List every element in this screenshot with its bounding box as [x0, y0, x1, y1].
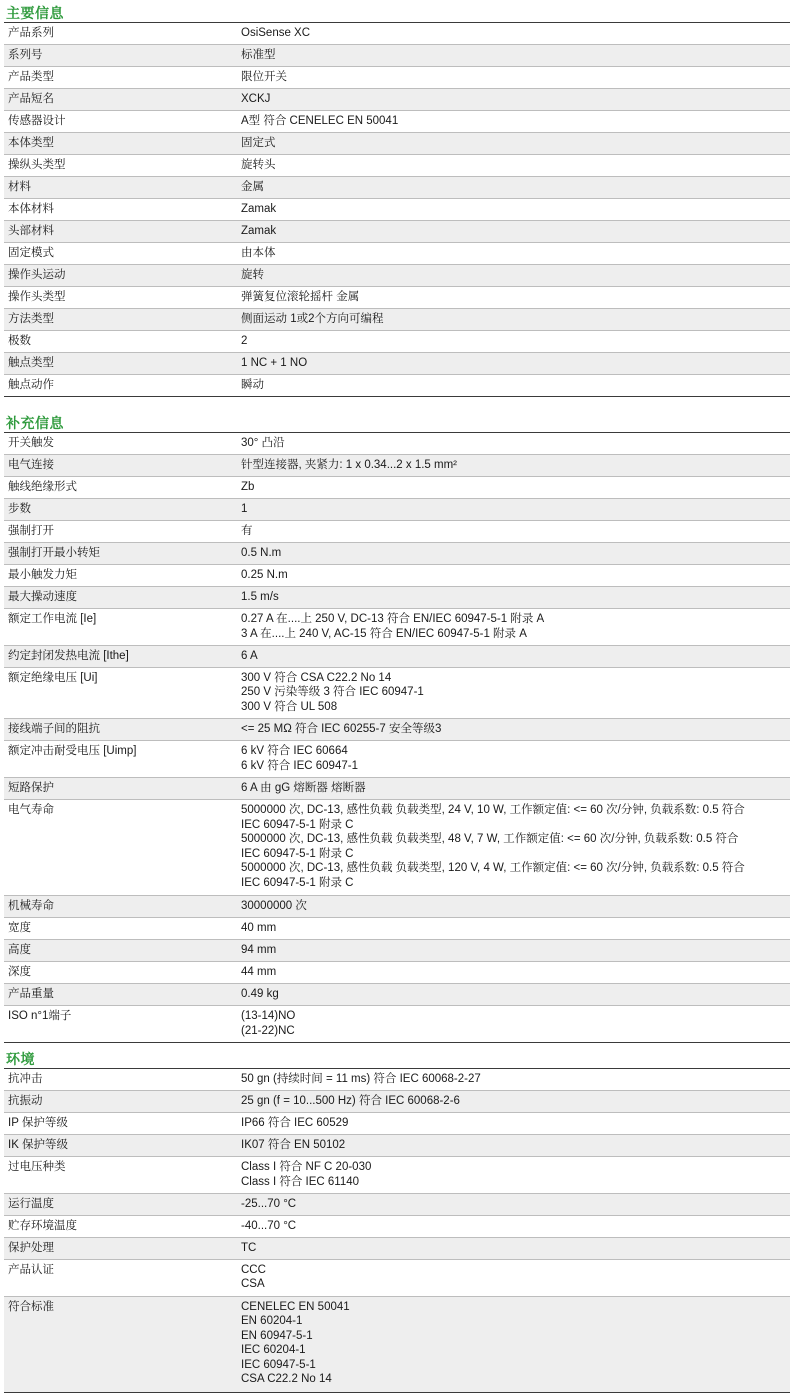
spec-section	[0, 1048, 799, 1393]
table-row	[4, 778, 790, 800]
spec-value-line: (21-22)NC	[241, 1024, 295, 1037]
spec-label: 方法类型	[8, 313, 54, 325]
spec-value-line: (13-14)NO	[241, 1010, 296, 1023]
spec-value-line: 30000000 次	[241, 900, 307, 913]
table-row	[4, 45, 790, 67]
spec-value-line: A型 符合 CENELEC EN 50041	[241, 115, 399, 127]
spec-value-line: 3 A 在....上 240 V, AC-15 符合 EN/IEC 60947-5-1 附录 A	[241, 627, 527, 640]
table-row	[4, 668, 790, 720]
spec-value	[236, 1135, 790, 1156]
spec-value-line: 金属	[241, 181, 264, 193]
table-row	[4, 646, 790, 668]
table-row	[4, 741, 790, 778]
spec-value	[236, 499, 790, 520]
table-row	[4, 587, 790, 609]
table-row	[4, 609, 790, 646]
spec-value-line: 6 kV 符合 IEC 60664	[241, 745, 348, 758]
spec-value-line: OsiSense XC	[241, 27, 311, 39]
spec-label: 高度	[8, 944, 31, 957]
spec-value-line: 5000000 次, DC-13, 感性负载 负载类型, 120 V, 4 W, 工作额定值: <= 60 次/分钟, 负载系数: 0.5 符合	[241, 862, 745, 875]
spec-value-line: IK07 符合 EN 50102	[241, 1139, 346, 1151]
spec-value	[236, 331, 790, 352]
spec-label: 材料	[8, 181, 31, 193]
table-row	[4, 1260, 790, 1297]
spec-section	[0, 412, 799, 1043]
spec-value-line: IEC 60947-5-1 附录 C	[241, 876, 354, 889]
spec-value-line: 瞬动	[241, 379, 264, 391]
table-row	[4, 221, 790, 243]
spec-value-line: EN 60947-5-1	[241, 1329, 313, 1342]
spec-value	[236, 719, 790, 740]
spec-value	[236, 265, 790, 286]
spec-label: 强制打开	[8, 525, 54, 537]
spec-value-line: 300 V 符合 CSA C22.2 No 14	[241, 671, 392, 684]
spec-value	[236, 353, 790, 374]
spec-label: 最小触发力矩	[8, 569, 77, 581]
spec-value-line: IEC 60204-1	[241, 1344, 306, 1357]
table-row	[4, 111, 790, 133]
table-row	[4, 918, 790, 940]
spec-value-line: Zamak	[241, 225, 277, 237]
spec-section	[0, 2, 799, 397]
spec-value	[236, 800, 790, 895]
spec-value-line: IEC 60947-5-1	[241, 1358, 316, 1371]
spec-value-line: 针型连接器, 夹紧力: 1 x 0.34...2 x 1.5 mm²	[241, 459, 457, 471]
spec-label: 强制打开最小转矩	[8, 547, 100, 559]
spec-label: 运行温度	[8, 1197, 54, 1210]
table-row	[4, 940, 790, 962]
table-row	[4, 800, 790, 896]
table-row	[4, 521, 790, 543]
spec-label: IK 保护等级	[8, 1139, 69, 1151]
spec-value	[236, 1260, 790, 1296]
spec-value-line: CCC	[241, 1263, 266, 1276]
spec-value-line: 40 mm	[241, 922, 277, 935]
spec-value	[236, 1069, 790, 1090]
spec-value	[236, 962, 790, 983]
spec-label: 电气连接	[8, 459, 54, 471]
spec-label: 最大操动速度	[8, 591, 77, 603]
table-row	[4, 1135, 790, 1157]
spec-value-line: 25 gn (f = 10...500 Hz) 符合 IEC 60068-2-6	[241, 1095, 460, 1107]
spec-value-line: 固定式	[241, 137, 276, 149]
section-title: 主要信息	[6, 5, 64, 21]
spec-table	[4, 1068, 790, 1393]
spec-label: 步数	[8, 503, 31, 515]
spec-value-line: Zamak	[241, 203, 277, 215]
spec-value	[236, 918, 790, 939]
spec-label: 抗冲击	[8, 1073, 43, 1085]
spec-value-line: 由本体	[241, 247, 276, 259]
spec-value-line: 94 mm	[241, 944, 277, 957]
spec-label: 操作头运动	[8, 269, 66, 281]
spec-value-line: 标准型	[241, 49, 276, 61]
spec-value	[236, 1113, 790, 1134]
table-row	[4, 543, 790, 565]
spec-value	[236, 668, 790, 719]
table-row	[4, 23, 790, 45]
spec-label: 产品短名	[8, 93, 54, 105]
spec-value	[236, 243, 790, 264]
spec-value	[236, 1157, 790, 1193]
spec-value	[236, 646, 790, 667]
spec-value-line: 30° 凸沿	[241, 437, 285, 449]
spec-value	[236, 155, 790, 176]
table-row	[4, 1216, 790, 1238]
table-row	[4, 353, 790, 375]
spec-label: 符合标准	[8, 1300, 54, 1313]
spec-value-line: 1.5 m/s	[241, 591, 279, 603]
table-row	[4, 243, 790, 265]
spec-value-line: 6 kV 符合 IEC 60947-1	[241, 759, 358, 772]
spec-value	[236, 896, 790, 917]
table-row	[4, 984, 790, 1006]
spec-value-line: 5000000 次, DC-13, 感性负载 负载类型, 24 V, 10 W, 工作额定值: <= 60 次/分钟, 负载系数: 0.5 符合	[241, 804, 745, 817]
spec-label: 短路保护	[8, 782, 54, 795]
spec-value	[236, 1194, 790, 1215]
spec-value	[236, 1006, 790, 1042]
table-row	[4, 155, 790, 177]
spec-value-line: <= 25 MΩ 符合 IEC 60255-7 安全等级3	[241, 723, 442, 736]
spec-label: 产品重量	[8, 988, 54, 1001]
spec-value	[236, 1238, 790, 1259]
spec-table	[4, 22, 790, 397]
spec-label: 系列号	[8, 49, 43, 61]
spec-value-line: -40...70 °C	[241, 1219, 297, 1232]
spec-value	[236, 587, 790, 608]
spec-value	[236, 287, 790, 308]
spec-label: 头部材料	[8, 225, 54, 237]
spec-value-line: 6 A	[241, 649, 258, 662]
spec-label: 额定冲击耐受电压 [Uimp]	[8, 745, 137, 758]
spec-value-line: 250 V 污染等级 3 符合 IEC 60947-1	[241, 686, 424, 699]
table-row	[4, 1194, 790, 1216]
spec-label: 抗振动	[8, 1095, 43, 1107]
spec-label: 产品认证	[8, 1263, 54, 1276]
spec-value-line: Class I 符合 IEC 61140	[241, 1175, 360, 1188]
spec-label: 产品类型	[8, 71, 54, 83]
spec-value	[236, 67, 790, 88]
table-row	[4, 1297, 790, 1393]
spec-value	[236, 89, 790, 110]
table-row	[4, 287, 790, 309]
spec-value	[236, 741, 790, 777]
spec-value-line: 2	[241, 335, 248, 347]
spec-value-line: -25...70 °C	[241, 1197, 297, 1210]
spec-label: 触线绝缘形式	[8, 481, 77, 493]
table-row	[4, 565, 790, 587]
table-row	[4, 499, 790, 521]
spec-value-line: 1 NC + 1 NO	[241, 357, 308, 369]
spec-value-line: 弹簧复位滚轮摇杆 金属	[241, 291, 360, 303]
table-row	[4, 1069, 790, 1091]
spec-value-line: 6 A 由 gG 熔断器 熔断器	[241, 782, 366, 795]
spec-label: 产品系列	[8, 27, 54, 39]
spec-label: 传感器设计	[8, 115, 66, 127]
spec-label: 过电压种类	[8, 1161, 66, 1173]
section-title: 补充信息	[6, 415, 64, 431]
table-row	[4, 477, 790, 499]
table-row	[4, 199, 790, 221]
spec-value	[236, 133, 790, 154]
spec-value	[236, 477, 790, 498]
spec-value	[236, 1216, 790, 1237]
table-row	[4, 133, 790, 155]
table-row	[4, 89, 790, 111]
spec-label: 操作头类型	[8, 291, 66, 303]
spec-value-line: CSA	[241, 1278, 265, 1291]
table-row	[4, 331, 790, 353]
spec-label: 保护处理	[8, 1241, 54, 1254]
section-title: 环境	[6, 1051, 35, 1067]
spec-value-line: 0.49 kg	[241, 988, 279, 1001]
table-row	[4, 309, 790, 331]
spec-label: 固定模式	[8, 247, 54, 259]
spec-value-line: 旋转头	[241, 159, 276, 171]
spec-value-line: Class I 符合 NF C 20-030	[241, 1161, 372, 1173]
spec-label: 极数	[8, 335, 31, 347]
spec-value-line: CENELEC EN 50041	[241, 1300, 350, 1313]
spec-value-line: 0.5 N.m	[241, 547, 282, 559]
spec-value	[236, 565, 790, 586]
spec-value-line: CSA C22.2 No 14	[241, 1373, 332, 1386]
spec-value	[236, 221, 790, 242]
spec-label: 接线端子间的阻抗	[8, 723, 100, 736]
spec-value-line: 限位开关	[241, 71, 287, 83]
spec-value	[236, 778, 790, 799]
spec-value	[236, 433, 790, 454]
spec-label: 约定封闭发热电流 [Ithe]	[8, 649, 129, 662]
spec-value	[236, 940, 790, 961]
spec-label: IP 保护等级	[8, 1117, 68, 1129]
spec-value-line: XCKJ	[241, 93, 271, 105]
table-row	[4, 1157, 790, 1194]
spec-value	[236, 1091, 790, 1112]
spec-label: 宽度	[8, 922, 31, 935]
spec-value-line: TC	[241, 1241, 257, 1254]
table-row	[4, 375, 790, 397]
spec-label: 操纵头类型	[8, 159, 66, 171]
spec-value-line: IP66 符合 IEC 60529	[241, 1117, 349, 1129]
spec-value-line: 5000000 次, DC-13, 感性负载 负载类型, 48 V, 7 W, 工作额定值: <= 60 次/分钟, 负载系数: 0.5 符合	[241, 833, 739, 846]
spec-value-line: 44 mm	[241, 966, 277, 979]
spec-value	[236, 375, 790, 396]
spec-value	[236, 984, 790, 1005]
spec-value	[236, 199, 790, 220]
spec-value-line: IEC 60947-5-1 附录 C	[241, 818, 354, 831]
spec-value	[236, 521, 790, 542]
table-row	[4, 1238, 790, 1260]
spec-value-line: 0.27 A 在....上 250 V, DC-13 符合 EN/IEC 60947-5-1 附录 A	[241, 613, 545, 625]
spec-value	[236, 45, 790, 66]
spec-value-line: IEC 60947-5-1 附录 C	[241, 847, 354, 860]
spec-value-line: 有	[241, 525, 253, 537]
spec-value	[236, 309, 790, 330]
spec-value	[236, 23, 790, 44]
spec-value	[236, 543, 790, 564]
table-row	[4, 896, 790, 918]
spec-value-line: 50 gn (持续时间 = 11 ms) 符合 IEC 60068-2-27	[241, 1073, 481, 1085]
spec-label: 额定绝缘电压 [Ui]	[8, 671, 98, 684]
spec-label: 电气寿命	[8, 804, 54, 817]
table-row	[4, 1006, 790, 1043]
spec-value-line: EN 60204-1	[241, 1315, 303, 1328]
spec-label: 触点动作	[8, 379, 54, 391]
spec-value	[236, 455, 790, 476]
spec-value	[236, 1297, 790, 1392]
spec-value-line: 300 V 符合 UL 508	[241, 700, 338, 713]
spec-table	[4, 432, 790, 1043]
spec-label: 机械寿命	[8, 900, 54, 913]
table-row	[4, 1113, 790, 1135]
spec-label: 深度	[8, 966, 31, 979]
table-row	[4, 1091, 790, 1113]
spec-value	[236, 177, 790, 198]
spec-label: 本体类型	[8, 137, 54, 149]
spec-value-line: 旋转	[241, 269, 264, 281]
table-row	[4, 455, 790, 477]
spec-value-line: 1	[241, 503, 248, 515]
spec-label: 本体材料	[8, 203, 54, 215]
spec-label: 触点类型	[8, 357, 54, 369]
table-row	[4, 177, 790, 199]
spec-value-line: 0.25 N.m	[241, 569, 288, 581]
spec-value-line: 侧面运动 1或2个方向可编程	[241, 313, 384, 325]
table-row	[4, 265, 790, 287]
spec-label: ISO n°1端子	[8, 1010, 72, 1023]
spec-value-line: Zb	[241, 481, 255, 493]
spec-value	[236, 609, 790, 645]
spec-label: 贮存环境温度	[8, 1219, 77, 1232]
table-row	[4, 962, 790, 984]
spec-label: 开关触发	[8, 437, 54, 449]
table-row	[4, 719, 790, 741]
spec-label: 额定工作电流 [Ie]	[8, 613, 97, 625]
table-row	[4, 433, 790, 455]
spec-value	[236, 111, 790, 132]
table-row	[4, 67, 790, 89]
